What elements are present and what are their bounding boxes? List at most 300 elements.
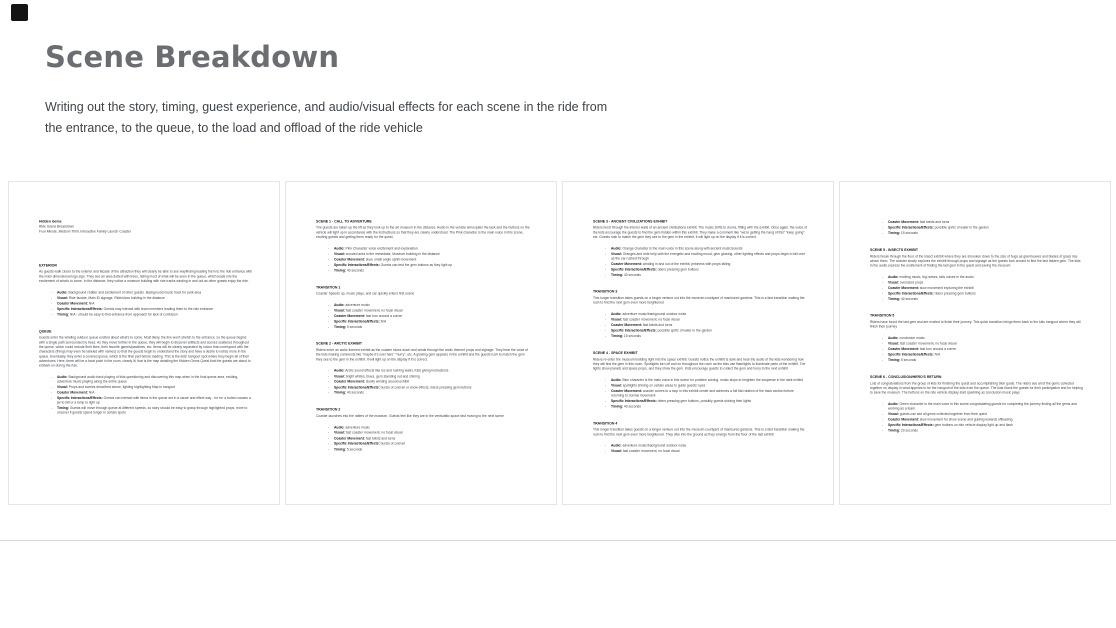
bullet-item [328,391,530,395]
bullet-dash: - [50,312,53,317]
bullet-dash: - [604,334,607,338]
bullet-label: Specific Interactions/Effects: [887,423,934,427]
bullet-dash: - [604,383,607,388]
bullet-dash: - [50,385,53,389]
section-heading: TRANSITION 5 [869,313,895,318]
page-thumbnail-1 [8,181,280,505]
pages-row [8,181,1111,505]
bullet-label: Visual: [610,252,622,256]
bullet-dash: - [327,257,330,262]
section-heading: TRANSITION 3 [592,289,618,294]
bullet-text: Specific Interactions/Effects: Guests may interact with team members leading them to the ride entrance [56,307,213,311]
section-heading: SCENE 5 - INSECTS EXHIBIT [869,247,919,252]
bullet-dash: - [327,308,330,313]
bullet-text: Coaster Movement: slowly winding around exhibit [333,379,410,384]
bullet-dash: - [881,225,884,230]
bullet-item [882,417,1084,421]
bullet-label: Coaster Movement: [56,301,88,306]
page-thumbnail-4 [839,181,1111,505]
bullet-text: Visual: Ride facade, Main ID signage, Ride/show building in the distance [56,296,165,300]
bullet-dash: - [327,425,330,430]
bullet-label: Specific Interactions/Effects: [56,307,103,311]
bullet-text: Specific Interactions/Effects: Guests can interact with items in the queue set in a cause and effect way - for ex: a button causes a jar to fall or a lamp to light up [56,396,251,405]
bullet-item [51,406,253,415]
scene-section [39,329,253,415]
bullet-label: Audio: [333,425,345,430]
scene-section [870,313,1084,362]
bullet-item [882,225,1084,229]
bullet-item [882,358,1084,362]
bullet-label: Audio: [887,336,899,340]
bullet-text: Coaster Movement: fast turn around a corner [887,347,957,351]
app-logo [11,4,28,21]
bullet-list [593,378,807,409]
bullet-label: Audio: [610,443,622,448]
bullet-item [605,252,807,261]
bullet-text: Specific Interactions/Effects: N/A [887,352,941,357]
bullet-item [328,314,530,318]
bullet-text: Visual: Props and scenes described above, lighting highlighting Map in hangout [56,385,175,389]
bullet-label: Specific Interactions/Effects: [887,291,934,296]
bullet-dash: - [327,374,330,379]
bullet-label: Coaster Movement: [333,257,365,262]
bullet-item [605,334,807,338]
bullet-text: Timing: 40 seconds [887,297,918,301]
bullet-item [605,383,807,387]
bullet-text: Specific Interactions/Effects: riders pressing gem buttons, possibly guests shining their lights [610,399,752,403]
bullet-text: Visual: oversized props [887,280,924,285]
bullet-text: Coaster Movement: N/A [56,301,95,306]
bullet-text: Timing: 40 seconds [333,268,364,273]
bullet-item [328,374,530,378]
bullet-label: Timing: [887,231,900,235]
scene-section [593,289,807,338]
bullet-label: Specific Interactions/Effects: [610,267,657,272]
bullet-label: Specific Interactions/Effects: [333,263,380,267]
bullet-text: Visual: spotlights shining on certain areas to guide guests' eyes [610,383,706,388]
bullet-text: Visual: fast coaster movement, no focal visual [887,341,957,346]
section-body: Riders re-enter the museum building right into the space exhibit. Guests notice the exhibit is dark and hear the audio of the kids wondering how they will find the gem in this room. Spotlights turn off and on throughout the room as the kids use flashlights to illuminate parts of the exhibit. The lights show planets and space props, and they show the gem. Kids encourage guests to collect the gem and hurry to the next exhibit [592,357,806,371]
bullet-text: Audio: Background chatter and excitement of other guests. Background music track for park area [56,290,202,295]
bullet-list [316,425,530,451]
bullet-item [51,290,253,294]
scene-section [316,219,530,273]
page-content [840,182,1111,453]
bullet-label: Audio: [887,402,899,406]
bullet-list [316,369,530,395]
bullet-item [51,301,253,305]
bullet-text: Timing: 5 seconds [333,325,363,329]
bullet-label: Specific Interactions/Effects: [610,328,657,333]
bullet-dash: - [881,280,884,285]
document-title: Hidden Gems [38,219,62,224]
bullet-dash: - [604,312,607,316]
bullet-text: Coaster Movement: coaster comes to a stop in this exhibit center and achieves a full flat rotation of the track section before returning to normal movement [610,389,794,398]
bullet-item [328,385,530,389]
bullet-text: Specific Interactions/Effects: riders pressing gem buttons [610,267,699,272]
section-heading: EXTERIOR [38,263,57,268]
bullet-dash: - [604,246,607,251]
bullet-text: Audio: Background audio track playing of kids questioning and discovering this map when in the final queue area, exciting, adventure music playing along the entire queue [56,375,239,384]
bullet-dash: - [327,314,330,318]
bullet-label: Audio: [610,246,622,251]
section-heading: SCENE 3 - ANCIENT CIVILIZATIONS EXHIBIT [592,219,668,224]
bullet-dash: - [881,291,884,296]
bullet-dash: - [327,246,330,251]
bullet-item [605,389,807,398]
bullet-dash: - [327,436,330,441]
bullet-item [882,347,1084,351]
scene-section [39,263,253,317]
bullet-label: Audio: [887,275,899,279]
bullet-dash: - [881,417,884,422]
bullet-text: Specific Interactions/Effects: possible spritz of water in the garden [887,225,989,230]
scene-section [316,285,530,329]
bullet-label: Timing: [333,390,346,395]
bullet-text: Audio: Blue character is the main voice in this scene for problem solving, music stops to heighten the suspense in the dark exhibit [610,378,803,382]
page-subtitle: Writing out the story, timing, guest experience, and audio/visual effects for each scene in the ride from the entrance, to the queue, to the load and offload of the ride vehicle [45,100,608,135]
bullet-label: Visual: [610,449,622,453]
bullet-text: Coaster Movement: N/A [56,390,95,395]
section-body: Riders burst through the interior walls of an ancient civilizations exhibit. The music shifts to drums, fitting with the exhibit. Once again, the voice of the kids encourage the guests to find the gem hidden within this exhibit. They make a comment like "we're getting the hang of this" "keep going" etc. Guests rush to match the gem they see to the gem in the exhibit. It will light up on the display if it is correct. [592,225,807,239]
bullet-text: Audio: Pink Character voice excitement and explanation [333,246,418,251]
bullet-dash: - [604,317,607,322]
bullet-label: Specific Interactions/Effects: [887,352,934,357]
bullet-dash: - [327,303,330,307]
bullet-label: Visual: [887,341,899,346]
bullet-label: Timing: [610,404,623,409]
bullet-text: Specific Interactions/Effects: possible spritz of water in the garden [610,328,712,333]
bullet-item [328,425,530,429]
scene-section [593,219,807,277]
bullet-text: Coaster Movement: fast twists and turns [333,436,396,441]
bullet-label: Coaster Movement: [610,262,642,266]
bullet-dash: - [881,352,884,357]
bullet-list [870,336,1084,362]
page-content [9,182,280,435]
bullet-text: Audio: adventure music/background outdoor noise [610,443,687,448]
bullet-text: Visual: fast coaster movement, no focal visual [610,317,680,322]
bullet-text: Coaster Movement: slow movement exploring the exhibit [887,286,974,290]
bullet-item [605,378,807,382]
bullet-label: Visual: [56,385,68,389]
bullet-text: Audio: conclusion music [887,336,925,340]
page-content [286,182,557,472]
scene-section [870,374,1084,432]
document-meta: Four Minute, Medium Thrill, Interactive Family Launch Coaster [38,229,131,234]
bullet-label: Timing: [333,268,346,273]
bullet-item [51,307,253,311]
bullet-list [870,220,1084,235]
bullet-item [882,402,1084,411]
scene-section [870,247,1084,301]
bullet-label: Audio: [610,312,622,316]
bullet-dash: - [881,347,884,351]
page-thumbnail-2 [285,181,557,505]
bullet-dash: - [327,268,330,273]
bullet-dash: - [604,404,607,409]
bullet-dash: - [604,389,607,393]
bullet-item [328,319,530,323]
bullet-list [39,290,253,316]
bullet-text: Visual: bright whites, blues, gem standing out and shining [333,374,420,379]
bullet-label: Coaster Movement: [610,389,642,393]
bullet-item [882,280,1084,284]
bullet-text: Audio: exciting music, big noises, kids voices in the audio [887,275,974,279]
bullet-item [328,308,530,312]
bullet-label: Timing: [56,406,69,410]
section-body: Guests enter the winding outdoor queue excited about what's to come. Most likely, the line won't stretch to the entrance, so the queue begins with a single path surrounded by trees. As they move further in the queue, they will begin to discover artifacts and scenes scattered throughout the queue, which could include their likes, their favorite games/pastimes, etc. Items will be clearly separated by colors that correspond with the characters (things may even be labeled with names) so that the guests begin to understand the story and have a desire to notice more in the queue. Eventually, they enter a covered queue, which is the final part before loading. This is the kids' hangout spot where they begin all of their adventures. Here, there will be a focal point in the room, clearly lit, that is the map detailing the Hidden Gems Quest that the guests are about to embark on during the ride. [38,335,251,368]
bullet-item [605,267,807,271]
section-heading: SCENE 1 - CALL TO ADVENTURE [315,219,372,224]
bullet-label: Visual: [333,308,345,313]
bullet-item [882,297,1084,301]
bullet-item [882,275,1084,279]
section-body: Coaster Speeds up, music plays, and car quickly enters first scene [315,291,415,296]
bullet-label: Visual: [56,296,68,300]
bullet-dash: - [604,328,607,333]
section-body: This longer transition takes guests on a longer venture out into the museum courtyard of manicured gardens. This is a fast transition making the rush to find the next gem even more heightened. They dive into the ground as they emerge from the floor of the last exhibit [592,427,805,437]
bullet-dash: - [604,443,607,448]
bullet-dash: - [327,263,330,267]
section-heading: TRANSITION 4 [592,421,618,426]
section-heading: SCENE 6 - CONCLUSION/HERO'S RETURN [869,374,942,379]
page-title: Scene Breakdown [45,40,340,74]
bullet-label: Visual: [333,252,345,256]
section-heading: SCENE 2 - ARCTIC EXHIBIT [315,341,362,346]
bullet-dash: - [327,368,330,373]
bullet-dash: - [604,252,607,256]
bullet-label: Specific Interactions/Effects: [333,441,380,446]
bullet-item [51,385,253,389]
bullet-list [593,443,807,453]
bullet-label: Audio: [333,303,345,307]
bullet-list [316,303,530,329]
section-heading: SCENE 4 - SPACE EXHIBIT [592,350,638,355]
bullet-label: Coaster Movement: [887,220,919,224]
bullet-label: Timing: [887,297,900,301]
bullet-dash: - [50,406,53,410]
bullet-text: Timing: 15 seconds [610,334,641,338]
bullet-text: Coaster Movement: fast turn around a corner [333,314,403,318]
bullet-item [882,341,1084,345]
bullet-label: Timing: [333,325,346,329]
scene-section [593,421,807,454]
bullet-text: Timing: 5 seconds [887,358,917,362]
bullet-text: Audio: Green character is the main voice in this scene congratulating guests for completing the journey finding all the gems and working as a team [887,402,1077,411]
bullet-dash: - [50,390,53,395]
bullet-dash: - [50,296,53,300]
bullet-item [328,380,530,384]
bullet-text: Specific Interactions/Effects: bursts of cold air [333,441,406,446]
bullet-text: Coaster Movement: winding in and out of the exhibit, jerkiness with props falling [610,262,731,266]
bullet-text: Coaster Movement: slow, small angle uphill movement [333,257,417,262]
bullet-dash: - [881,412,884,416]
bullet-item [882,352,1084,356]
bullet-item [328,436,530,440]
bullet-label: Timing: [887,428,900,433]
bullet-item [605,317,807,321]
bullet-item [328,263,530,267]
bullet-item [328,246,530,250]
bullet-item [882,291,1084,295]
section-divider [0,540,1116,541]
section-body: Lots of congratulations from the group of kids for finishing the quest and accomplishing their goals. The riders see all of the gems collected together on display in what appears to be the hangout of the kids from the queue. The kids thank the guests for their participation and for helping to save the museum. The buttons on the ride vehicle display start sparkling as conclusion music plays [869,381,1083,395]
bullet-item [328,447,530,451]
bullet-item [328,268,530,272]
bullet-label: Specific Interactions/Effects: [333,319,380,324]
bullet-dash: - [327,390,330,395]
bullet-label: Specific Interactions/Effects: [887,225,934,230]
bullet-label: Specific Interactions/Effects: [610,399,657,403]
bullet-dash: - [881,402,884,406]
bullet-item [882,336,1084,340]
scene-section [316,341,530,395]
bullet-label: Coaster Movement: [333,379,365,384]
bullet-text: Timing: 15 seconds [887,231,918,235]
bullet-item [605,262,807,266]
bullet-item [605,449,807,453]
section-body: The guests are taken up the lift as they look up to the art museum in the distance. Audio in the vehicle will explain the task and the buttons on the vehicle will light up in accordance with the instructions so that they are clearly understood. The Pink character is the main voice in this scene, exciting guests and getting them ready for the quest. [315,225,530,239]
bullet-item [605,323,807,327]
bullet-label: Coaster Movement: [610,323,642,327]
bullet-text: Specific Interactions/Effects: gem buttons on ride vehicle display light up and flash [887,423,1013,427]
bullet-label: Timing: [610,273,623,277]
bullet-label: Visual: [887,280,899,285]
bullet-text: Audio: Orange character is the main voice in this scene along with ancient music/sounds [610,246,743,251]
bullet-dash: - [327,385,330,390]
bullet-label: Timing: [887,358,900,362]
section-body: As guests walk closer to the exterior and facade of the attraction they will clearly be able to see wayfinding leading them to the ride entrance with the main dimensional logo sign. They see an area dotted with trees, hiding most of what will be seen in the queue, which leads into the excitement of what's to come. In the distance, they notice a museum building with ride tracks winding in and out as other guests enjoy the ride. [38,269,253,283]
bullet-text: Visual: guests can see all gems collected together from their quest [887,412,987,416]
bullet-dash: - [604,323,607,327]
bullet-label: Specific Interactions/Effects: [333,385,380,390]
bullet-item [328,442,530,446]
bullet-text: Visual: Oranges and reds help with the energetic and exciting mood, gem glowing, other lighting effects and props begin to fall over as the car rushed through [610,252,806,261]
bullet-label: Audio: [333,368,345,373]
bullet-item [328,252,530,256]
bullet-list [316,246,530,272]
bullet-item [328,257,530,261]
bullet-text: Audio: adventure music [333,303,370,307]
bullet-item [328,303,530,307]
bullet-text: Timing: 5 seconds [333,447,363,452]
bullet-dash: - [50,375,53,379]
bullet-item [605,312,807,316]
bullet-text: Visual: wooded area in the immediate, Museum building in the distance [333,252,440,256]
bullet-item [605,273,807,277]
bullet-dash: - [604,449,607,453]
bullet-label: Timing: [333,447,346,452]
scene-section [870,220,1084,235]
bullet-item [328,325,530,329]
section-body: Riders have found the last gem and are excited to finish their journey. This quick transition brings them back to the kids hangout where they will finish their journey [869,320,1081,329]
document-subtitle: Ride Scene Breakdown [38,224,74,229]
section-body: Riders enter an arctic themed exhibit as the coaster slows down and winds through the arctic themed props and signage. They hear the voice of the kids making comments like "maybe it's over here" "hurry", etc. A glowing gem appears in the exhibit and the guests rush to match the gem they see to the gem in the exhibit. It will light up on the display if it is correct. [315,348,529,362]
bullet-dash: - [604,399,607,403]
bullet-label: Visual: [333,374,345,379]
section-heading: TRANSITION 2 [315,407,341,412]
bullet-text: Visual: fast coaster movement, no focal visual [333,430,403,435]
page-content [563,182,834,473]
bullet-dash: - [881,341,884,346]
bullet-item [882,412,1084,416]
bullet-item [605,328,807,332]
bullet-item [605,404,807,408]
bullet-item [882,428,1084,432]
bullet-dash: - [50,307,53,311]
bullet-dash: - [881,275,884,279]
bullet-text: Audio: Arctic sound effects like ice and rushing water, Kids giving instructions [333,368,449,373]
section-body: This longer transition takes guests on a longer venture out into the museum courtyard of manicured gardens. This is a fast transition making the rush to find the next gem even more heightened [592,296,805,305]
bullet-label: Coaster Movement: [887,417,919,422]
bullet-text: Audio: adventure music/background outdoor noise [610,312,687,316]
bullet-item [605,399,807,403]
bullet-item [605,246,807,250]
bullet-dash: - [881,286,884,290]
bullet-item [882,286,1084,290]
bullet-list [39,375,253,415]
bullet-text: Coaster Movement: fast twists and turns [610,323,673,327]
bullet-text: Timing: 20 seconds [887,428,918,433]
bullet-label: Visual: [333,430,345,435]
bullet-label: Coaster Movement: [333,436,365,441]
bullet-text: Specific Interactions/Effects: N/A [333,319,387,324]
bullet-text: Visual: fast coaster movement, no focal visual [333,308,403,313]
bullet-text: Timing: 40 seconds [610,404,641,409]
bullet-dash: - [604,273,607,277]
bullet-label: Visual: [610,383,622,388]
bullet-text: Timing: 40 seconds [333,390,364,395]
bullet-item [51,390,253,394]
bullet-text: Timing: 40 seconds [610,273,641,277]
bullet-label: Audio: [56,290,68,295]
bullet-text: Coaster Movement: slow movement for show scene and guiding towards offloading [887,417,1013,422]
bullet-label: Coaster Movement: [333,314,365,318]
bullet-dash: - [881,297,884,301]
bullet-dash: - [50,301,53,306]
bullet-item [51,375,253,384]
bullet-item [328,431,530,435]
bullet-text: Audio: adventure music [333,425,370,430]
bullet-item [882,220,1084,224]
bullet-text: Timing: N/A - should be easy to find entrance from approach for lack of confusion [56,312,178,317]
bullet-dash: - [604,262,607,266]
bullet-item [51,396,253,405]
bullet-label: Audio: [56,375,68,379]
bullet-dash: - [881,423,884,427]
bullet-dash: - [327,319,330,324]
bullet-item [605,443,807,447]
bullet-list [870,275,1084,301]
scene-section [316,407,530,451]
bullet-label: Visual: [887,412,899,416]
bullet-dash: - [881,220,884,224]
bullet-label: Visual: [610,317,622,322]
section-body: Coaster launches into the rafters of the museum. Guests feel like they are in the vents/attic space fast moving to the next scene [315,414,504,418]
bullet-dash: - [604,378,607,382]
bullet-list [593,312,807,338]
bullet-dash: - [327,447,330,452]
bullet-list [593,246,807,277]
bullet-dash: - [50,290,53,295]
bullet-label: Timing: [56,312,69,317]
scene-section [593,350,807,408]
bullet-dash: - [881,231,884,235]
bullet-text: Timing: Guests will move through queue at different speeds, so story should be easy to grasp through highlighted props; more to uncover if guests spend longer in certain spots [56,406,248,415]
bullet-dash: - [327,430,330,435]
document-header [39,219,253,234]
